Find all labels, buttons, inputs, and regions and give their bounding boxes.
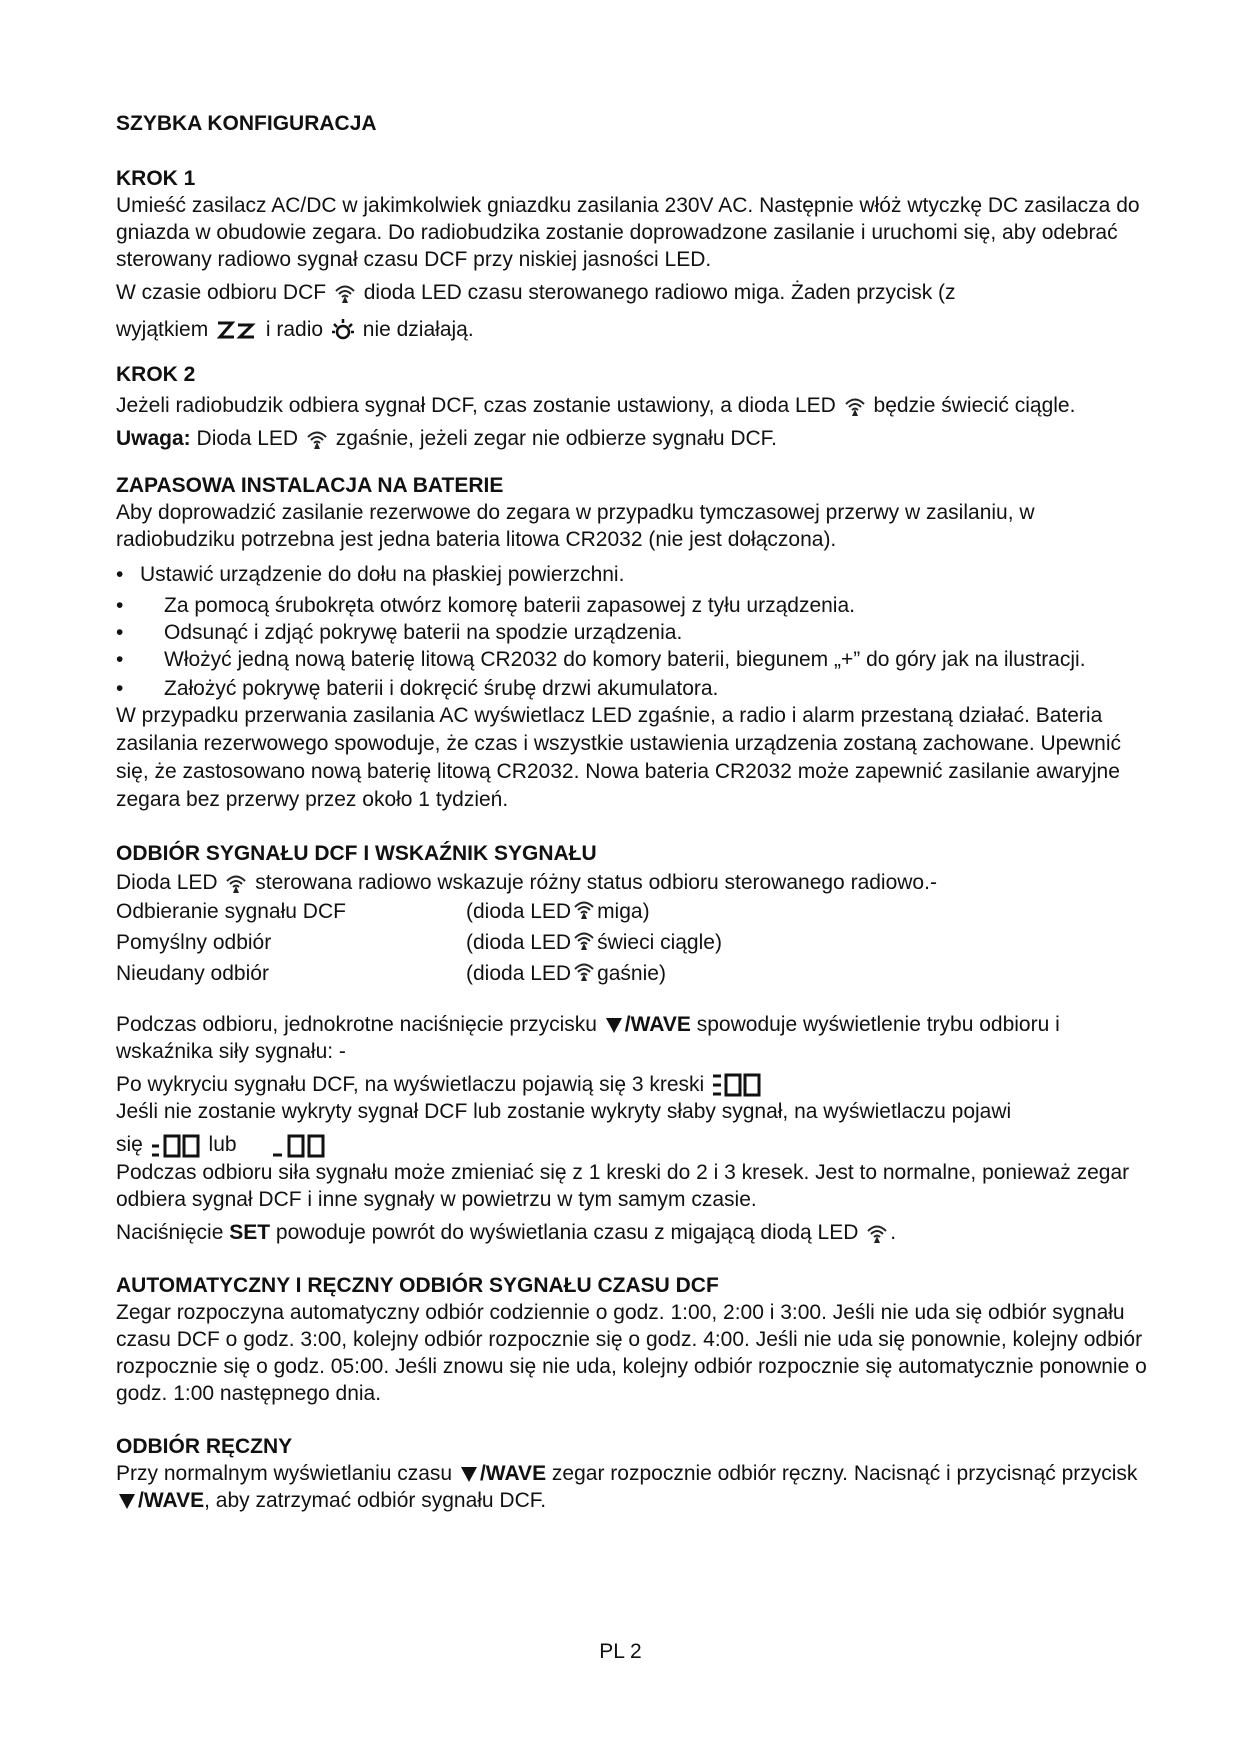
signal-heading: ODBIÓR SYGNAŁU DCF I WSKAŹNIK SYGNAŁU xyxy=(116,842,597,865)
krok1-heading: KROK 1 xyxy=(116,167,196,190)
signal-strength-text: Podczas odbioru siła sygnału może zmieniać się z 1 kreski do 2 i 3 kresek. Jest to normalne, ponieważ zegar odbiera sygnał DCF i inne sygnały w powietrzu w tym samym czasie. xyxy=(116,1160,1130,1211)
page-number: PL 2 xyxy=(599,1640,642,1663)
signal-3-bars-line: Po wykryciu sygnału DCF, na wyświetlaczu pojawią się 3 kreski xyxy=(116,1071,1156,1098)
radio-signal-icon xyxy=(573,898,595,925)
krok2-note: Uwaga: Dioda LED zgaśnie, jeżeli zegar nie odbierze sygnału DCF. xyxy=(116,427,778,450)
battery-list xyxy=(116,561,1156,702)
signal-2-bars-display-icon xyxy=(151,1133,201,1159)
manual-text: Przy normalnym wyświetlaniu czasu /WAVE zegar rozpocznie odbiór ręczny. Nacisnąć i przycisnąć przycisk /WAVE, aby zatrzymać odbiór sygnału DCF. xyxy=(116,1461,1138,1512)
radio-signal-icon xyxy=(334,282,356,304)
krok2-text: Jeżeli radiobudzik odbiera sygnał DCF, czas zostanie ustawiony, a dioda LED będzie świecić ciągle. xyxy=(116,394,1076,417)
signal-set-text: Naciśnięcie SET powoduje powrót do wyświetlania czasu z migającą diodą LED . xyxy=(116,1220,897,1244)
battery-intro: Aby doprowadzić zasilanie rezerwowe do zegara w przypadku tymczasowej przerwy w zasilaniu, w radiobudziku potrzebna jest jedna bateria litowa CR2032 (nie jest dołączona). xyxy=(116,501,1035,551)
radio-signal-icon xyxy=(573,929,595,956)
signal-wave-text: Podczas odbioru, jednokrotne naciśnięcie przycisku /WAVE spowoduje wyświetlenie trybu odbioru i wskaźnika siły sygnału: - xyxy=(116,1013,1060,1063)
krok1-dcf-line: W czasie odbioru DCF dioda LED czasu sterowanego radiowo miga. Żaden przycisk (z xyxy=(116,281,956,304)
signal-weak-text: Jeśli nie zostanie wykryty sygnał DCF lub zostanie wykryty słaby sygnał, na wyświetlaczu pojawi xyxy=(116,1100,1012,1124)
list-item: • Za pomocą śrubokręta otwórz komorę baterii zapasowej z tyłu urządzenia. xyxy=(116,594,855,617)
down-triangle-icon xyxy=(118,1492,136,1510)
down-triangle-icon xyxy=(460,1465,478,1483)
list-item: • Odsunąć i zdjąć pokrywę baterii na spodzie urządzenia. xyxy=(116,621,683,644)
brightness-icon xyxy=(331,318,355,342)
page-title: SZYBKA KONFIGURACJA xyxy=(116,112,377,135)
krok1-text: Umieść zasilacz AC/DC w jakimkolwiek gniazdku zasilania 230V AC. Następnie włóż wtyczkę DC zasilacza do gniazda w obudowie zegara. Do radiobudzika zostanie doprowadzone zasilanie i uruchomi się, aby odebrać sterowany radiowo sygnał czasu DCF przy niskiej jasności LED. xyxy=(116,194,1140,271)
manual-page xyxy=(116,110,1156,1514)
krok1-buttons-line: wyjątkiem i radio nie działają. xyxy=(116,318,474,341)
radio-signal-icon xyxy=(225,872,247,894)
signal-row: Odbieranie sygnału DCF (dioda LED miga) xyxy=(116,900,650,923)
list-item: • Ustawić urządzenie do dołu na płaskiej powierzchni. xyxy=(116,563,625,586)
krok2-heading: KROK 2 xyxy=(116,363,196,386)
snooze-icon xyxy=(216,320,258,340)
signal-row: Nieudany odbiór (dioda LED gaśnie) xyxy=(116,962,666,985)
radio-signal-icon xyxy=(866,1222,888,1244)
signal-weak-display-line: się lub xyxy=(116,1131,1156,1158)
signal-1-bar-display-icon xyxy=(272,1133,326,1159)
signal-row: Pomyślny odbiór (dioda LED świeci ciągle) xyxy=(116,931,722,954)
list-item: • Włożyć jedną nową baterię litową CR2032 do komory baterii, biegunem „+” do góry jak na ilustracji. xyxy=(116,648,1086,671)
radio-signal-icon xyxy=(844,395,866,417)
radio-signal-icon xyxy=(306,428,328,450)
signal-3-bars-display-icon xyxy=(712,1072,762,1098)
signal-intro: Dioda LED sterowana radiowo wskazuje różny status odbioru sterowanego radiowo.- xyxy=(116,871,937,894)
list-item: • Założyć pokrywę baterii i dokręcić śrubę drzwi akumulatora. xyxy=(116,677,719,700)
battery-heading: ZAPASOWA INSTALACJA NA BATERIE xyxy=(116,474,504,497)
battery-outro: W przypadku przerwania zasilania AC wyświetlacz LED zgaśnie, a radio i alarm przestaną działać. Bateria zasilania rezerwowego spowoduje, że czas i wszystkie ustawienia urządzenia zostaną zachowane. Upewnić się, że zastosowano nową baterię litową CR2032. Nowa bateria CR2032 może zapewnić zasilanie awaryjne zegara bez przerwy przez około 1 tydzień. xyxy=(116,704,1122,811)
manual-heading: ODBIÓR RĘCZNY xyxy=(116,1434,293,1458)
down-triangle-icon xyxy=(605,1016,623,1034)
radio-signal-icon xyxy=(573,960,595,987)
auto-text: Zegar rozpoczyna automatyczny odbiór codziennie o godz. 1:00, 2:00 i 3:00. Jeśli nie uda się odbiór sygnału czasu DCF o godz. 3:00, kolejny odbiór rozpocznie się o godz. 4:00. Jeśli nie uda się ponownie, kolejny odbiór rozpocznie się o godz. 05:00. Jeśli znowu się nie uda, kolejny odbiór rozpocznie się automatycznie ponownie o godz. 1:00 następnego dnia. xyxy=(116,1300,1147,1405)
auto-heading: AUTOMATYCZNY I RĘCZNY ODBIÓR SYGNAŁU CZASU DCF xyxy=(116,1273,719,1297)
